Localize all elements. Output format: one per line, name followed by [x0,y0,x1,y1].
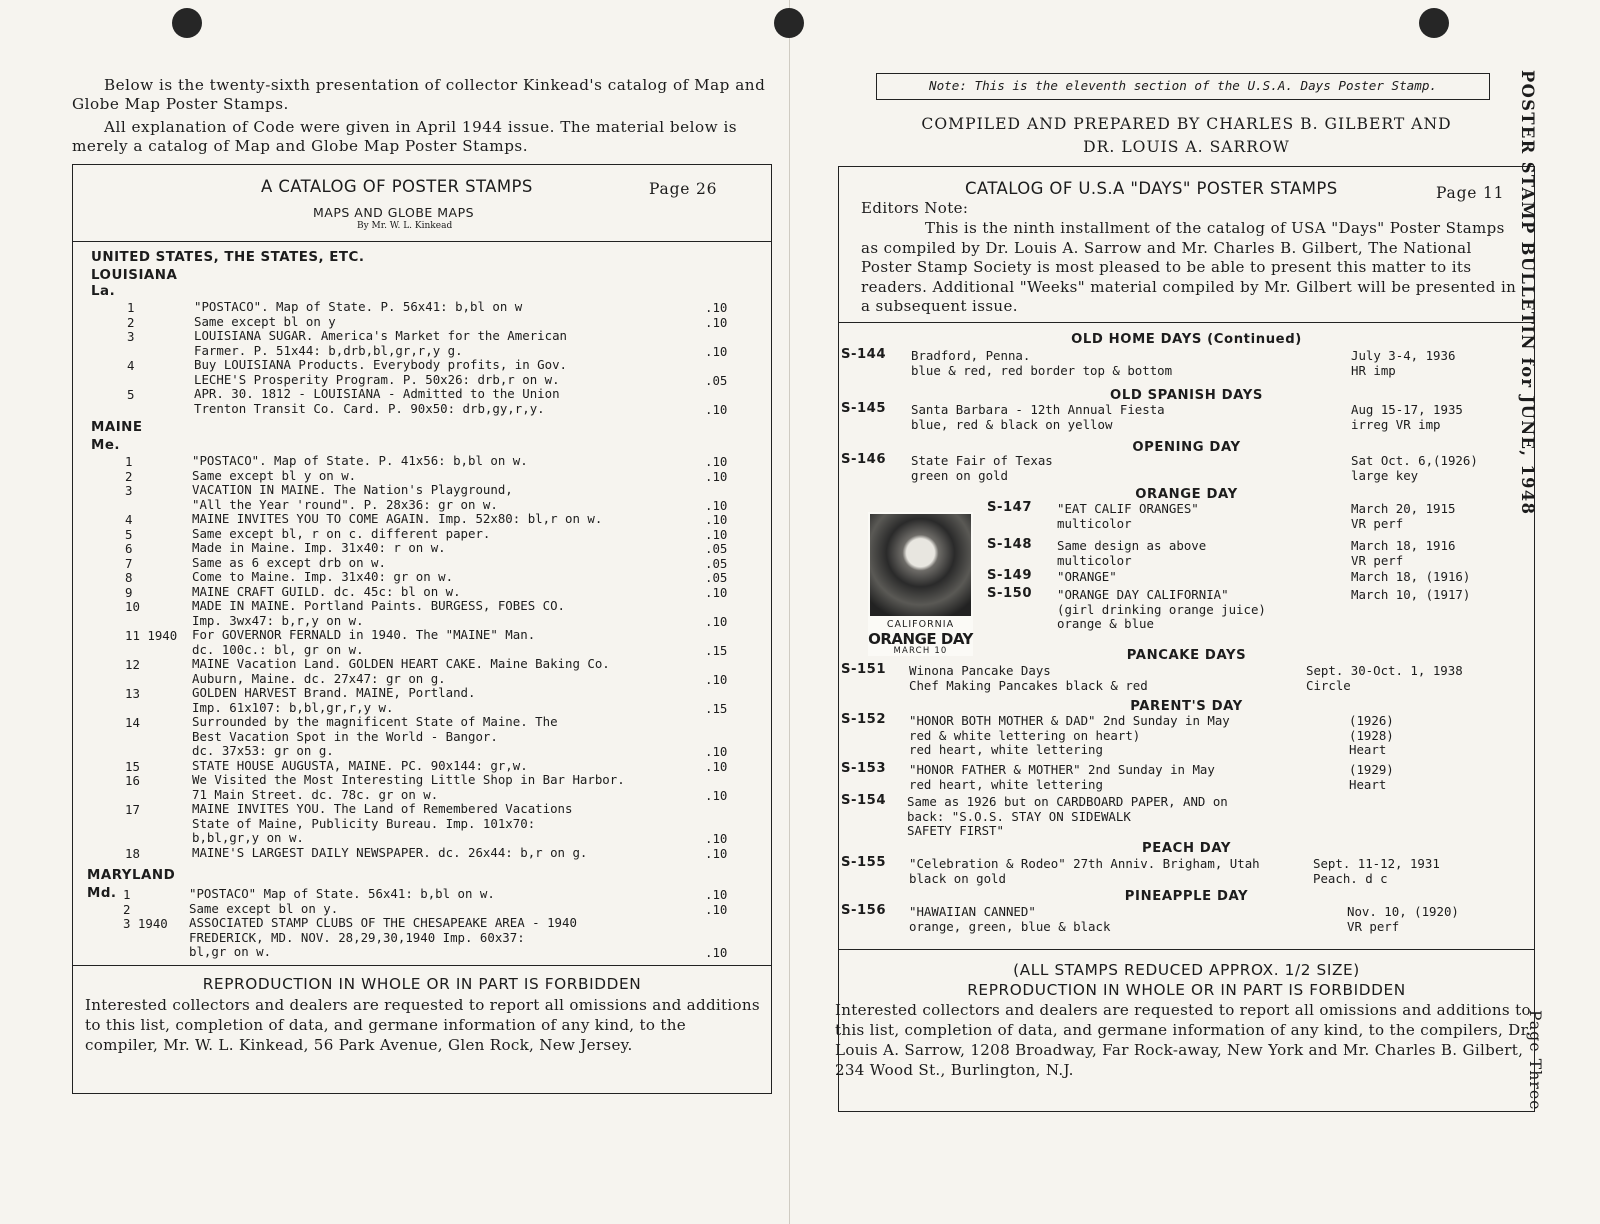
entry-text: dc. 37x53: gr on g. [192,743,334,758]
stamp-description: Same design as above [1057,538,1207,553]
footer-body: Interested collectors and dealers are requested to report all omissions and additions to this list, completion of data, and germane information of any kind, to the compiler, Mr. W. L. Kinkead, 56 Park Avenue, Glen Rock, New Jersey. [85,996,760,1054]
binder-hole [774,8,804,38]
entry-text: GOLDEN HARVEST Brand. MAINE, Portland. [192,685,476,700]
state-heading-maryland: MARYLAND [87,868,176,883]
entry-text: b,bl,gr,y on w. [192,830,304,845]
entry-number: 8 [125,570,133,585]
entry-price: .15 [705,642,728,658]
stamp-id: S-151 [841,662,886,677]
compiled-by-line-1: COMPILED AND PREPARED BY CHARLES B. GILBERT AND [921,115,1452,133]
entry-price: .10 [705,901,728,917]
bulletin-side-title: POSTER STAMP BULLETIN for JUNE, 1948 [1518,70,1537,516]
entry-text: Auburn, Maine. dc. 27x47: gr on g. [192,670,446,686]
entry-number: 3 1940 [123,916,168,931]
entry-text: 71 Main Street. dc. 78c. gr on w. [192,786,439,802]
stamp-date-info: irreg VR imp [1351,416,1441,432]
stamp-description: green on gold [911,467,1008,483]
entry-text: Best Vacation Spot in the World - Bangor. [192,728,498,744]
stamp-date-info: March 20, 1915 [1351,501,1456,516]
entry-number: 1 [123,887,131,902]
entry-number: 1 [125,454,133,469]
entry-text: MAINE Vacation Land. GOLDEN HEART CAKE. Maine Baking Co. [192,656,610,671]
entry-number: 15 [125,758,140,774]
entry-number: 5 [125,526,133,542]
entry-text: Surrounded by the magnificent State of Maine. The [192,714,558,729]
entry-text: MADE IN MAINE. Portland Paints. BURGESS, FOBES CO. [192,598,565,613]
entry-text: MAINE CRAFT GUILD. dc. 45c: bl on w. [192,583,461,599]
section-note: Note: This is the eleventh section of the U.S.A. Days Poster Stamp. [876,73,1490,100]
entry-number: 2 [123,901,131,917]
stamp-date-info: Nov. 10, (1920) [1347,904,1459,919]
editors-note-label: Editors Note: [861,199,969,217]
entry-text: FREDERICK, MD. NOV. 28,29,30,1940 Imp. 60x37: [189,929,525,945]
entry-price: .10 [705,401,728,417]
stamp-date-info: March 18, (1916) [1351,569,1471,584]
entry-text: bl,gr on w. [189,944,272,959]
entry-text: MAINE'S LARGEST DAILY NEWSPAPER. dc. 26x44: b,r on g. [192,844,588,860]
stamp-date-info: VR perf [1351,515,1404,531]
entry-price: .10 [705,497,728,513]
stamp-description: Same as 1926 but on CARDBOARD PAPER, AND on [907,794,1228,809]
entry-text: "POSTACO". Map of State. P. 41x56: b,bl on w. [192,453,528,468]
stamp-date-info: VR perf [1351,552,1404,568]
entry-price: .05 [705,555,728,571]
stamp-description: State Fair of Texas [911,453,1053,468]
entry-text: MAINE INVITES YOU TO COME AGAIN. Imp. 52x80: bl,r on w. [192,511,603,526]
stamp-date-info: March 18, 1916 [1351,538,1456,553]
stamp-description: orange & blue [1057,616,1154,631]
state-heading-maine: MAINE [91,420,143,435]
entry-price: .05 [705,372,728,388]
stamp-description: Chef Making Pancakes black & red [909,677,1148,693]
day-heading: OLD SPANISH DAYS [1110,388,1263,403]
divider [73,965,771,966]
stamp-id: S-149 [987,568,1032,583]
entry-text: MAINE INVITES YOU. The Land of Remembered Vacations [192,801,573,816]
entry-price: .10 [705,671,728,687]
entry-price: .15 [705,700,728,716]
compiled-by-line-2: DR. LOUIS A. SARROW [1083,138,1290,156]
entry-price: .10 [705,744,728,759]
entry-number: 4 [125,512,133,527]
day-heading: PARENT'S DAY [1130,699,1243,714]
entry-number: 6 [125,541,133,556]
stamp-date-info: Sept. 30-Oct. 1, 1938 [1306,663,1463,678]
entry-text: We Visited the Most Interesting Little Shop in Bar Harbor. [192,772,625,787]
stamp-id: S-156 [841,903,886,918]
entry-text: "POSTACO". Map of State. P. 56x41: b,bl on w [194,299,523,314]
entry-price: .10 [705,512,728,527]
divider [839,322,1534,323]
entry-price: .10 [705,468,728,484]
entry-number: 3 [127,329,135,344]
entry-price: .10 [705,343,728,359]
entry-text: Same except bl, r on c. different paper. [192,525,491,541]
entry-price: .10 [705,300,728,315]
day-heading: PINEAPPLE DAY [1124,889,1249,904]
entry-price: .10 [705,831,728,846]
entry-text: "POSTACO" Map of State. 56x41: b,bl on w. [189,886,495,901]
entry-number: 14 [125,715,140,730]
stamp-description: Winona Pancake Days [909,663,1051,678]
state-heading-louisiana: LOUISIANA [91,268,178,283]
state-abbr-maine: Me. [91,438,120,453]
stamp-photo [870,514,971,616]
stamp-description: black on gold [909,870,1006,886]
stamp-date-info: Sept. 11-12, 1931 [1313,856,1440,871]
stamp-description: multicolor [1057,515,1132,531]
entry-price: .10 [705,454,728,469]
divider [73,241,771,242]
days-catalog-title: CATALOG OF U.S.A "DAYS" POSTER STAMPS [965,179,1338,198]
days-catalog-page-number: Page 11 [1436,184,1505,202]
stamp-description: "HAWAIIAN CANNED" [909,904,1036,919]
binder-hole [172,8,202,38]
kinkead-catalog-box [72,164,772,1094]
stamp-date-info: March 10, (1917) [1351,587,1471,602]
stamp-id: S-153 [841,761,886,776]
stamp-description: "HONOR FATHER & MOTHER" 2nd Sunday in May [909,762,1215,777]
entry-price: .10 [705,613,728,629]
entry-text: STATE HOUSE AUGUSTA, MAINE. PC. 90x144: gr,w. [192,757,528,773]
entry-number: 7 [125,555,133,571]
entry-text: State of Maine, Publicity Bureau. Imp. 101x70: [192,815,536,831]
stamp-date-info: Peach. d c [1313,870,1388,886]
side-page-label: Page Three [1526,1010,1544,1111]
stamp-description: red & white lettering on heart) [909,727,1141,743]
day-heading: OPENING DAY [1132,440,1241,455]
intro-paragraph-2: All explanation of Code were given in April 1944 issue. The material below is merely a catalog of Map and Globe Map Poster Stamps. [72,118,738,155]
catalog-title: A CATALOG OF POSTER STAMPS [261,177,533,196]
entry-number: 2 [125,468,133,484]
entry-text: Imp. 61x107: b,bl,gr,r,y w. [192,699,394,715]
stamp-description: "ORANGE DAY CALIFORNIA" [1057,587,1229,602]
entry-price: .10 [705,845,728,861]
entry-text: dc. 100c.: bl, gr on w. [192,641,364,657]
entry-price: .10 [705,314,728,330]
stamp-description: red heart, white lettering [909,776,1103,792]
entry-text: Imp. 3wx47: b,r,y on w. [192,612,364,628]
stamp-date-info: (1926) [1349,713,1394,728]
entry-text: Buy LOUISIANA Products. Everybody profits, in Gov. [194,357,567,372]
stamp-date-info: large key [1351,467,1419,483]
stamp-description: "ORANGE" [1057,569,1117,584]
stamp-date-info: (1929) [1349,762,1394,777]
stamps-reduced-note: (ALL STAMPS REDUCED APPROX. 1/2 SIZE) [1013,961,1360,979]
stamp-text-line-1: CALIFORNIA [886,619,955,630]
stamp-date-info: VR perf [1347,918,1400,934]
catalog-page-number: Page 26 [649,180,718,198]
stamp-id: S-144 [841,347,886,362]
catalog-subtitle: MAPS AND GLOBE MAPS [313,205,475,220]
entry-price: .10 [705,787,728,803]
day-heading: OLD HOME DAYS (Continued) [1071,332,1302,347]
stamp-description: (girl drinking orange juice) [1057,601,1266,617]
entry-number: 1 [127,300,135,315]
stamp-date-info: HR imp [1351,362,1396,378]
intro-paragraph-1: Below is the twenty-sixth presentation of collector Kinkead's catalog of Map and Globe Map Poster Stamps. [72,76,766,113]
stamp-date-info: Sat Oct. 6,(1926) [1351,453,1478,468]
stamp-description: Santa Barbara - 12th Annual Fiesta [911,402,1165,417]
entry-price: .10 [705,758,728,774]
stamp-id: S-154 [841,793,886,808]
binder-hole [1419,8,1449,38]
entry-text: Same except bl y on w. [192,467,357,483]
entry-number: 16 [125,773,140,788]
stamp-description: "Celebration & Rodeo" 27th Anniv. Brigham, Utah [909,856,1260,871]
entry-text: For GOVERNOR FERNALD in 1940. The "MAINE" Man. [192,627,536,642]
stamp-id: S-146 [841,452,886,467]
stamp-text-line-3: MARCH 10 [893,646,948,656]
stamp-date-info: Heart [1349,742,1387,757]
divider [839,949,1534,950]
entry-price: .10 [705,584,728,600]
state-abbr-maryland: Md. [87,886,117,901]
stamp-date-info: Heart [1349,776,1387,792]
footer-title: REPRODUCTION IN WHOLE OR IN PART IS FORBIDDEN [967,981,1406,999]
state-abbr-louisiana: La. [91,284,116,299]
stamp-description: red heart, white lettering [909,742,1103,757]
entry-price: .10 [705,526,728,542]
stamp-description: blue, red & black on yellow [911,416,1113,432]
entry-number: 11 1940 [125,628,178,643]
entry-number: 10 [125,599,140,614]
entry-text: LECHE'S Prosperity Program. P. 50x26: drb,r on w. [194,371,560,387]
stamp-date-info: (1928) [1349,727,1394,743]
stamp-id: S-148 [987,537,1032,552]
stamp-description: "HONOR BOTH MOTHER & DAD" 2nd Sunday in May [909,713,1230,728]
entry-number: 4 [127,358,135,373]
stamp-id: S-155 [841,855,886,870]
stamp-description: back: "S.O.S. STAY ON SIDEWALK [907,808,1131,824]
entry-number: 13 [125,686,140,701]
section-heading: UNITED STATES, THE STATES, ETC. [91,250,365,265]
entry-text: Made in Maine. Imp. 31x40: r on w. [192,540,446,555]
stamp-description: Bradford, Penna. [911,348,1031,363]
orange-day-stamp-image [868,512,973,656]
entry-number: 9 [125,584,133,600]
footer-title: REPRODUCTION IN WHOLE OR IN PART IS FORBIDDEN [202,975,642,993]
entry-price: .10 [705,887,728,902]
entry-text: LOUISIANA SUGAR. America's Market for the American [194,328,567,343]
entry-number: 17 [125,802,140,817]
stamp-description: multicolor [1057,552,1132,568]
entry-text: Same as 6 except drb on w. [192,554,386,570]
stamp-id: S-147 [987,500,1032,515]
footer-body: Interested collectors and dealers are requested to report all omissions and additions to this list, completion of data, and germane information of any kind, to the compilers, Dr. Louis A. Sarrow, 1208 Broadway, Far Rock-away, New York and Mr. Charles B. Gilbert, 234 Wood St., Burlington, N.J. [835,1001,1532,1079]
entry-text: Farmer. P. 51x44: b,drb,bl,gr,r,y g. [194,342,463,358]
entry-price: .05 [705,541,728,556]
stamp-id: S-145 [841,401,886,416]
entry-number: 2 [127,314,135,330]
stamp-date-info: Circle [1306,677,1351,693]
stamp-id: S-150 [987,586,1032,601]
entry-number: 12 [125,657,140,672]
entry-text: ASSOCIATED STAMP CLUBS OF THE CHESAPEAKE AREA - 1940 [189,915,577,930]
entry-text: Trenton Transit Co. Card. P. 90x50: drb,gy,r,y. [194,400,545,416]
stamp-id: S-152 [841,712,886,727]
left-page [0,0,790,1224]
entry-text: "All the Year 'round". P. 28x36: gr on w. [192,496,498,512]
stamp-date-info: July 3-4, 1936 [1351,348,1456,363]
entry-number: 5 [127,387,135,402]
entry-text: Same except bl on y [194,313,336,329]
entry-price: .10 [705,945,728,960]
catalog-byline: By Mr. W. L. Kinkead [357,221,453,231]
entry-number: 3 [125,483,133,498]
entry-text: VACATION IN MAINE. The Nation's Playground, [192,482,513,497]
stamp-description: "EAT CALIF ORANGES" [1057,501,1199,516]
editors-note-body: This is the ninth installment of the catalog of USA "Days" Poster Stamps as compiled by Dr. Louis A. Sarrow and Mr. Charles B. Gilbert, The National Poster Stamp Society is most pleased to be able to present this matter to its readers. Additional "Weeks" material compiled by Mr. Gilbert will be presented in a subsequent issue. [861,219,1517,315]
stamp-date-info: Aug 15-17, 1935 [1351,402,1463,417]
entry-price: .05 [705,570,728,585]
stamp-description: SAFETY FIRST" [907,823,1004,838]
entry-text: APR. 30. 1812 - LOUISIANA - Admitted to the Union [194,386,560,401]
day-heading: PANCAKE DAYS [1126,648,1247,663]
day-heading: PEACH DAY [1141,841,1232,856]
entry-text: Same except bl on y. [189,900,339,916]
entry-text: Come to Maine. Imp. 31x40: gr on w. [192,569,454,584]
stamp-description: orange, green, blue & black [909,918,1111,934]
stamp-description: blue & red, red border top & bottom [911,362,1173,378]
day-heading: ORANGE DAY [1135,487,1238,502]
entry-number: 18 [125,845,140,861]
stamp-text-line-2: ORANGE DAY [868,630,973,648]
